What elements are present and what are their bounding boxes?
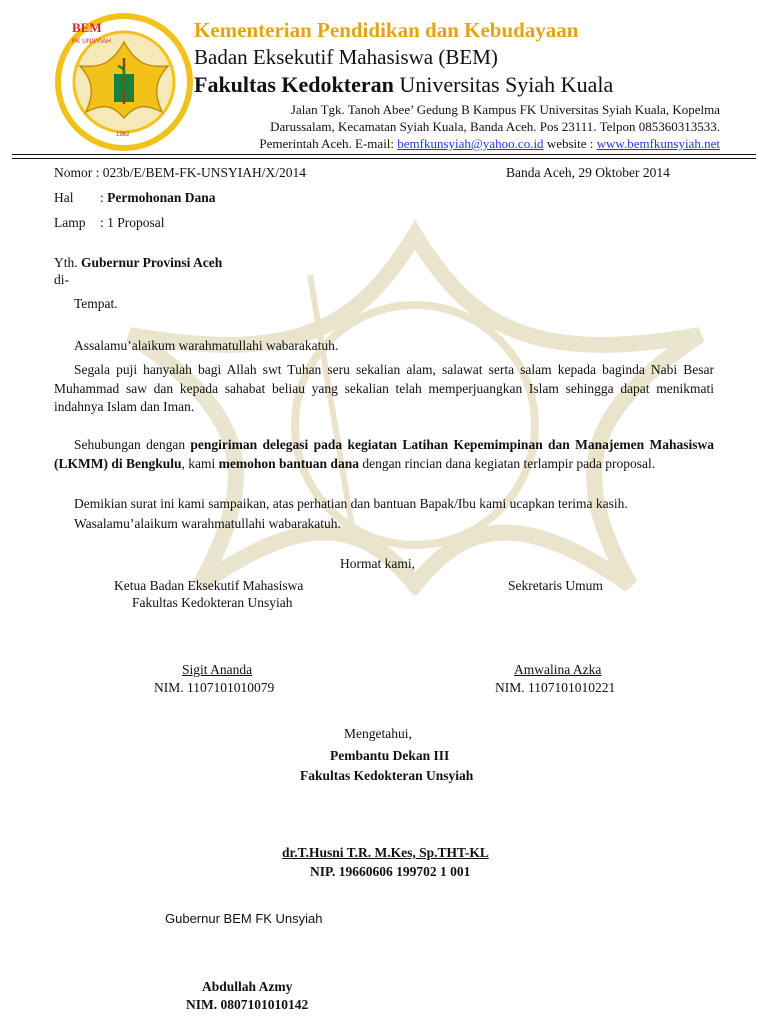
dean-nip: NIP. 19660606 199702 1 001 bbox=[310, 864, 471, 879]
letter-date: Banda Aceh, 29 Oktober 2014 bbox=[506, 165, 670, 180]
logo-sub-text: FK UNSYIAH bbox=[72, 38, 112, 45]
recipient-prefix: Yth. bbox=[54, 255, 81, 270]
secretary-nim: NIM. 1107101010221 bbox=[495, 680, 616, 695]
paragraph-2-c: , kami bbox=[181, 455, 219, 471]
logo-bem-text: BEM bbox=[72, 20, 102, 35]
governor-title: Gubernur BEM FK Unsyiah bbox=[165, 911, 323, 926]
secretary-title: Sekretaris Umum bbox=[508, 578, 603, 593]
paragraph-2-a: Sehubungan dengan bbox=[74, 437, 191, 452]
email-link[interactable]: bemfkunsyiah@yahoo.co.id bbox=[397, 136, 544, 151]
recipient-di: di- bbox=[54, 272, 69, 287]
secretary-name: Amwalina Azka bbox=[514, 662, 602, 677]
bem-logo bbox=[50, 12, 198, 152]
paragraph-3: Demikian surat ini kami sampaikan, atas perhatian dan bantuan Bapak/Ibu kami ucapkan terima kasih. bbox=[74, 496, 628, 511]
dean-title-2: Fakultas Kedokteran Unsyiah bbox=[300, 768, 474, 783]
subject-separator: : bbox=[100, 190, 108, 205]
chair-nim: NIM. 1107101010079 bbox=[154, 680, 275, 695]
paragraph-1 bbox=[54, 361, 714, 417]
subject-value bbox=[100, 190, 216, 206]
attachment-label: Lamp bbox=[54, 215, 86, 230]
subject-label: Hal bbox=[54, 190, 74, 205]
governor-name: Abdullah Azmy bbox=[202, 979, 293, 994]
greeting: Assalamu’alaikum warahmatullahi wabarakatuh. bbox=[74, 338, 339, 353]
dean-title-1: Pembantu Dekan III bbox=[330, 748, 450, 763]
attachment-value: : 1 Proposal bbox=[100, 215, 165, 230]
chair-name: Sigit Ananda bbox=[182, 662, 253, 677]
paragraph-2-e: dengan rincian dana kegiatan terlampir pada proposal. bbox=[358, 455, 656, 471]
chair-title-1: Ketua Badan Eksekutif Mahasiswa bbox=[114, 578, 304, 593]
paragraph-1-text: Segala puji hanyalah bagi Allah swt Tuhan seru sekalian alam, salawat serta salam kepada baginda Nabi Besar Muhammad saw dan kepada sahabat beliau yang sekalian telah memperjuangkan Islam sehingga dapat menikmati indahnya Islam dan Iman. bbox=[54, 362, 714, 414]
hormat-kami: Hormat kami, bbox=[340, 556, 415, 571]
dean-name: dr.T.Husni T.R. M.Kes, Sp.THT-KL bbox=[282, 845, 489, 860]
recipient bbox=[54, 255, 222, 271]
website-prefix: website : bbox=[543, 136, 597, 151]
mengetahui: Mengetahui, bbox=[344, 726, 412, 741]
paragraph-2-b: pengiriman delegasi pada kegiatan Latihan Kepemimpinan dan Manajemen Mahasiswa (LKMM) di Bengkulu bbox=[54, 437, 714, 471]
faculty-bold: Fakultas Kedokteran bbox=[194, 72, 394, 97]
address-block bbox=[180, 101, 720, 152]
recipient-place: Tempat. bbox=[74, 296, 118, 311]
address-line-3-prefix: Pemerintah Aceh. E-mail: bbox=[259, 136, 398, 151]
letter-number: Nomor : 023b/E/BEM-FK-UNSYIAH/X/2014 bbox=[54, 165, 306, 180]
chair-title-2: Fakultas Kedokteran Unsyiah bbox=[132, 595, 293, 610]
address-line-3 bbox=[180, 135, 720, 152]
letterhead-divider bbox=[12, 154, 756, 159]
governor-nim: NIM. 0807101010142 bbox=[186, 997, 309, 1012]
bem-title: Badan Eksekutif Mahasiswa (BEM) bbox=[194, 45, 498, 69]
ministry-title: Kementerian Pendidikan dan Kebudayaan bbox=[194, 18, 579, 42]
subject-text: Permohonan Dana bbox=[107, 190, 216, 205]
address-line-1: Jalan Tgk. Tanoh Abee’ Gedung B Kampus FK Universitas Syiah Kuala, Kopelma bbox=[290, 102, 720, 117]
closing-greeting: Wasalamu’alaikum warahmatullahi wabarakatuh. bbox=[74, 516, 341, 531]
logo-year: 1982 bbox=[116, 132, 130, 138]
website-link[interactable]: www.bemfkunsyiah.net bbox=[596, 136, 720, 151]
paragraph-2 bbox=[54, 436, 714, 473]
faculty-title bbox=[194, 72, 613, 98]
paragraph-2-d: memohon bantuan dana bbox=[218, 455, 359, 471]
address-line-2: Darussalam, Kecamatan Syiah Kuala, Banda Aceh. Pos 23111. Telpon 085360313533. bbox=[270, 119, 720, 134]
faculty-rest: Universitas Syiah Kuala bbox=[393, 72, 614, 97]
recipient-name: Gubernur Provinsi Aceh bbox=[81, 255, 223, 270]
